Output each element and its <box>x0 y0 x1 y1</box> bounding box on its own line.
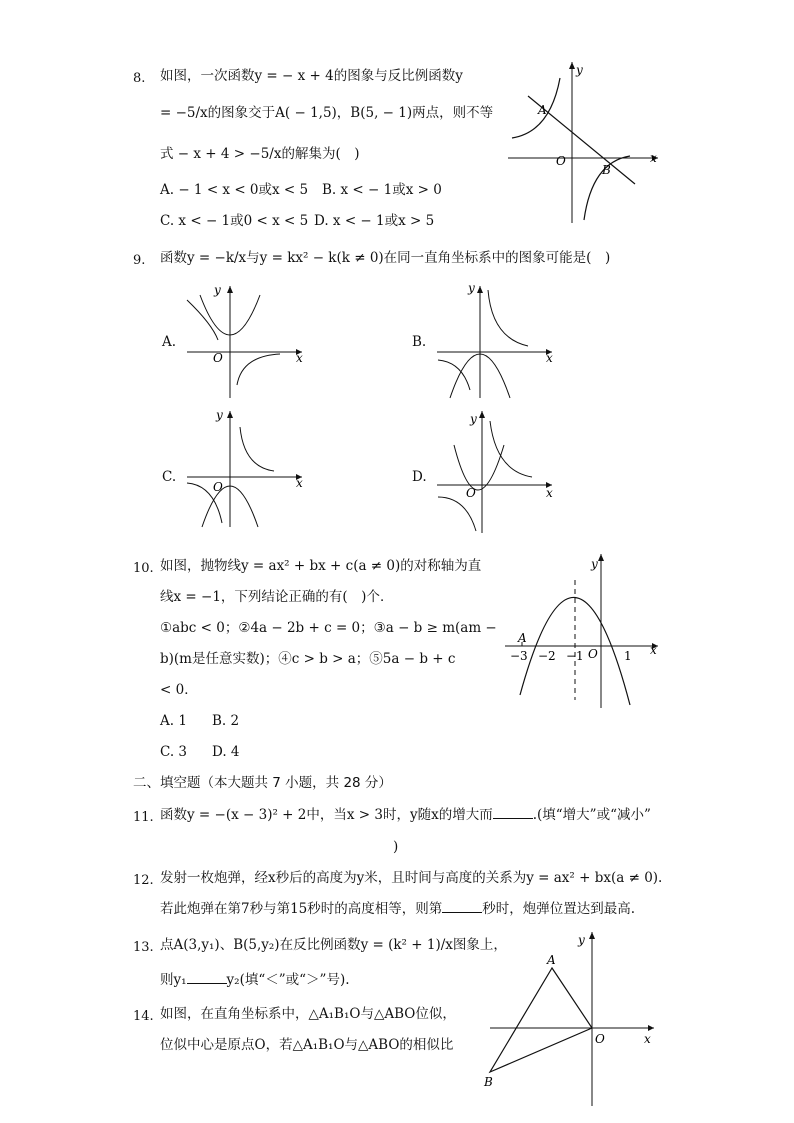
q13-number: 13. <box>133 940 154 955</box>
q8-line2: = −5/x的图象交于A( − 1,5)，B(5, − 1)两点，则不等 <box>160 105 494 121</box>
q9a-origin-label: O <box>213 351 223 365</box>
q13-line2-text-a: 则y₁ <box>160 972 187 988</box>
q11-line2: ) <box>393 839 399 855</box>
q8-y-label: y <box>576 63 583 77</box>
q14-y-label: y <box>578 933 585 947</box>
q8-option-a[interactable]: A. − 1 < x < 0或x < 5 <box>160 182 309 198</box>
q9d-origin-label: O <box>466 486 476 500</box>
q10-point-a-label: A <box>518 631 527 645</box>
q9-graph-a[interactable] <box>182 280 307 400</box>
q8-origin-label: O <box>556 154 566 168</box>
q10-tick-neg1: −1 <box>566 649 584 663</box>
q14-number: 14. <box>133 1009 154 1024</box>
q9c-origin-label: O <box>213 480 223 494</box>
q10-option-a[interactable]: A. 1 <box>160 713 187 729</box>
q9-number: 9. <box>133 253 146 268</box>
q10-tick-neg3: −3 <box>510 649 528 663</box>
q12-line2-text-b: 秒时，炮弹位置达到最高. <box>482 901 636 917</box>
q10-line5: < 0． <box>160 682 198 698</box>
q12-line2 <box>160 900 635 918</box>
q8-option-d[interactable]: D. x < − 1或x > 5 <box>314 213 435 229</box>
q13-line2 <box>160 971 350 989</box>
q14-x-label: x <box>644 1032 651 1046</box>
q8-line3: 式 − x + 4 > −5/x的解集为( ) <box>160 146 360 162</box>
q10-x-label: x <box>650 643 657 657</box>
q10-option-c[interactable]: C. 3 <box>160 744 188 760</box>
q9c-y-label: y <box>216 408 223 422</box>
q14-point-a-label: A <box>547 953 556 967</box>
q10-option-d[interactable]: D. 4 <box>212 744 240 760</box>
q10-y-label: y <box>591 557 598 571</box>
q9d-y-label: y <box>470 412 477 426</box>
q9d-x-label: x <box>546 486 553 500</box>
q9b-y-label: y <box>468 281 475 295</box>
q14-line2: 位似中心是原点O，若△A₁B₁O与△ABO的相似比 <box>160 1037 454 1053</box>
q10-line2: 线x = −1，下列结论正确的有( )个． <box>160 589 394 605</box>
q11-answer-blank[interactable] <box>493 806 533 819</box>
q9-option-c[interactable]: C. <box>162 469 177 485</box>
q8-line1: 如图，一次函数y = − x + 4的图象与反比例函数y <box>160 68 463 84</box>
q9a-x-label: x <box>296 351 303 365</box>
q12-line2-text-a: 若此炮弹在第7秒与第15秒时的高度相等，则第 <box>160 901 443 917</box>
q10-tick-1: 1 <box>624 649 632 663</box>
q8-point-a-label: A <box>538 103 547 117</box>
q14-point-b-label: B <box>484 1075 493 1089</box>
section2-heading: 二、填空题（本大题共 7 小题，共 28 分） <box>133 775 392 791</box>
q10-line3: ①abc < 0；②4a − 2b + c = 0；③a − b ≥ m(am − <box>160 620 497 636</box>
q8-graph <box>500 58 670 226</box>
q10-option-b[interactable]: B. 2 <box>212 713 240 729</box>
q12-number: 12. <box>133 873 154 888</box>
q9-stem: 函数y = −k/x与y = kx² − k(k ≠ 0)在同一直角坐标系中的图象可能是( ) <box>160 250 611 266</box>
q10-number: 10. <box>133 561 154 576</box>
q9b-x-label: x <box>546 351 553 365</box>
q9a-y-label: y <box>214 283 221 297</box>
q14-origin-label: O <box>595 1032 605 1046</box>
q11-line1 <box>160 806 651 824</box>
q13-line1: 点A(3,y₁)、B(5,y₂)在反比例函数y = (k² + 1)/x图象上， <box>160 937 507 953</box>
q10-graph <box>500 550 670 710</box>
q8-option-b[interactable]: B. x < − 1或x > 0 <box>322 182 442 198</box>
q10-tick-neg2: −2 <box>538 649 556 663</box>
q8-point-b-label: B <box>602 163 611 177</box>
q9-option-d[interactable]: D. <box>412 469 427 485</box>
q14-graph <box>478 928 658 1108</box>
q8-x-label: x <box>650 151 657 165</box>
q9-graph-b[interactable] <box>432 280 557 400</box>
q10-origin-label: O <box>588 647 598 661</box>
q11-line1-text-b: .(填“增大”或“减小” <box>532 807 651 823</box>
q9-graph-c[interactable] <box>182 405 307 530</box>
q8-option-c[interactable]: C. x < − 1或0 < x < 5 <box>160 213 309 229</box>
q12-answer-blank[interactable] <box>442 900 482 913</box>
q9c-x-label: x <box>296 476 303 490</box>
q11-line1-text-a: 函数y = −(x − 3)² + 2中，当x > 3时，y随x的增大而 <box>160 807 493 823</box>
q8-number: 8. <box>133 71 146 86</box>
q9-graph-d[interactable] <box>432 405 557 535</box>
q13-answer-blank[interactable] <box>187 971 227 984</box>
q9-option-a[interactable]: A. <box>162 334 177 350</box>
q12-line1: 发射一枚炮弹，经x秒后的高度为y米，且时间与高度的关系为y = ax² + bx(a ≠ 0). <box>160 870 663 886</box>
q14-line1: 如图，在直角坐标系中，△A₁B₁O与△ABO位似， <box>160 1006 456 1022</box>
q13-line2-text-b: y₂(填“＜”或“＞”号). <box>226 972 350 988</box>
q11-number: 11. <box>133 810 154 825</box>
q9-option-b[interactable]: B. <box>412 334 427 350</box>
q10-line4: b)(m是任意实数)；④c > b > a；⑤5a − b + c <box>160 651 456 667</box>
q10-line1: 如图，抛物线y = ax² + bx + c(a ≠ 0)的对称轴为直 <box>160 558 482 574</box>
